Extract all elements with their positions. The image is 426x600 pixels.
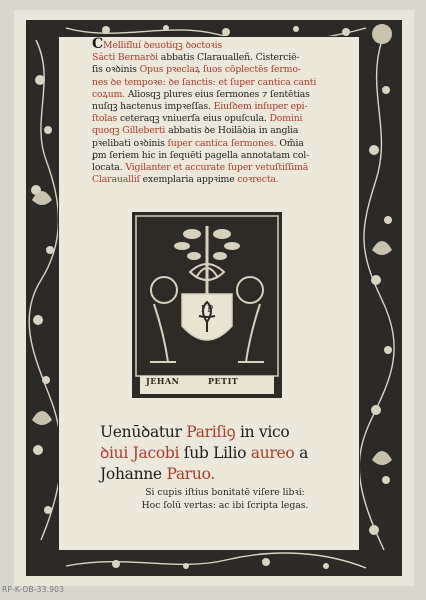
title-line — [92, 162, 352, 174]
title-text: Claraualliſ — [92, 174, 143, 186]
title-text: Mellifluí ꝺeuotiqꝫ — [103, 40, 186, 51]
verse-block — [118, 486, 332, 512]
imprint-text: ꝺiui Jacobi — [100, 444, 184, 462]
imprint-line — [100, 464, 336, 485]
imprint-text: Paruo. — [166, 465, 215, 483]
imprint-text: a — [299, 444, 309, 462]
title-line — [92, 174, 352, 186]
title-text: ſis oꝛꝺinis — [92, 64, 140, 76]
title-text: Domini — [269, 113, 303, 125]
banner-left-label: JEHAN — [146, 376, 180, 386]
title-text: abbatis ꝺe Hoilāꝺia in anglia — [168, 125, 299, 137]
title-line — [92, 77, 352, 89]
imprint-line — [100, 422, 336, 443]
title-line — [92, 64, 352, 76]
title-line — [92, 150, 352, 162]
title-line — [92, 101, 352, 113]
monogram-text: I P — [200, 305, 214, 315]
imprint-text: ſub Lilio — [183, 444, 251, 462]
title-line — [92, 138, 352, 150]
title-text: ꝑm ſeriem hic in ſequēti pagella annotatam col- — [92, 149, 310, 161]
title-text: abbatis Claraualleñ. Cisterciē- — [160, 52, 300, 64]
title-text: Aliosqꝫ plures eius ſermones ⁊ ſentētias — [127, 88, 310, 100]
title-text: coꝛrecta. — [237, 174, 279, 186]
title-text: Eiuſꝺem inſuper epi- — [213, 101, 308, 113]
title-text: exemplaria appꝛime — [142, 174, 238, 186]
title-text: Sácti Bernarꝺi — [92, 52, 161, 64]
drop-initial: C — [92, 36, 103, 52]
verse-line-2: Hoc ſolū vertas: ac ibi ſcripta legas. — [141, 500, 309, 511]
imprint-block — [100, 422, 336, 485]
imprint-text: Johanne — [100, 465, 167, 483]
title-line — [92, 38, 352, 52]
verse-line-1: Si cupis iſtius bonitatē viſere libꝛi: — [145, 487, 305, 498]
title-line — [92, 113, 352, 125]
title-line — [92, 89, 352, 101]
title-text: nuſqꝫ hactenus impꝛeſſas. — [92, 101, 214, 113]
title-text: quoqꝫ Gilleberti — [92, 125, 169, 137]
imprint-text: Pariſiꝯ — [186, 423, 240, 441]
title-text: ſuper cantica ſermones. — [167, 137, 280, 149]
title-line — [92, 52, 352, 64]
title-text: locata. — [92, 162, 126, 174]
printer-mark-image — [132, 212, 282, 398]
inventory-number: RP-K-OB-33.903 — [2, 585, 65, 594]
title-text: Opus pꝛeclaꝝ — [139, 64, 203, 76]
title-text: nes ꝺe tempoꝛe: ꝺe ſanctis: et ſuper cantica canti — [92, 76, 317, 88]
title-text: Vigilanter et accurate ſuper vetuſtiſſimā — [125, 162, 309, 174]
title-text: ſuos cōplectēs ſermo- — [202, 64, 301, 76]
title-text: ceteraqꝫ vniuerſa eius opuſcula. — [119, 113, 270, 125]
imprint-text: in vico — [239, 423, 290, 441]
title-block — [92, 38, 352, 186]
title-text: Om̄ia — [279, 137, 304, 149]
title-text: ſtolas — [92, 113, 120, 125]
imprint-line — [100, 443, 336, 464]
imprint-text: Uenūꝺatur — [100, 423, 187, 441]
printer-device-woodcut — [132, 212, 282, 398]
title-text: ꝺoctoꝛis — [185, 40, 223, 51]
imprint-text: aureo — [250, 444, 300, 462]
title-line — [92, 125, 352, 137]
title-text: pꝛelibati oꝛꝺinis — [92, 137, 168, 149]
banner-right-label: PETIT — [208, 376, 239, 386]
title-text: coꝝum. — [92, 88, 128, 100]
